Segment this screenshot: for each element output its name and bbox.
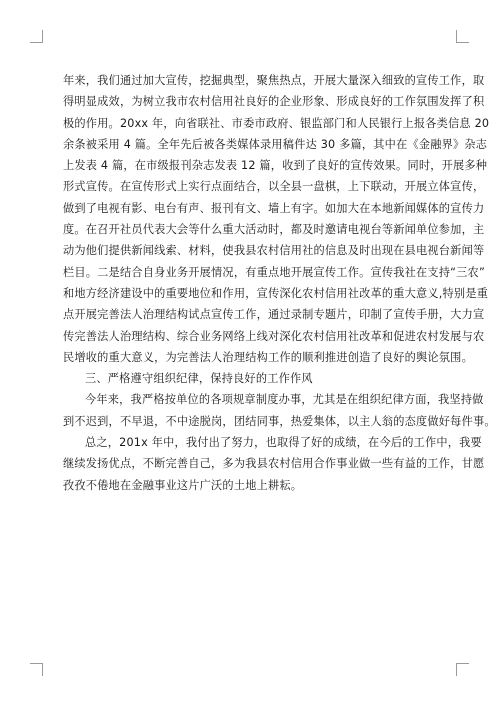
text-line: 栏目。二是结合自身业务开展情况，有重点地开展宣传工作。宣传我社在支持“三农” [63, 265, 485, 279]
text-line: 极的作用。20xx 年，向省联社、市委市政府、银监部门和人民银行上报各类信息 20 [63, 116, 490, 130]
text-line: 做到了电视有影、电台有声、报刊有文、墙上有字。如加大在本地新闻媒体的宣传力 [63, 201, 485, 215]
section-heading [63, 368, 443, 389]
text-line: 和地方经济建设中的重要地位和作用，宣传深化农村信用社改革的重大意义,特别是重 [63, 286, 489, 300]
text-line: 点开展完善法人治理结构试点宣传工作，通过录制专题片，印制了宣传手册，大力宣 [63, 308, 485, 322]
paragraph-discipline [63, 389, 496, 432]
crop-mark-top-left [30, 30, 43, 43]
crop-mark-top-right [456, 30, 469, 43]
text-line: 上发表 4 篇，在市级报刊杂志发表 12 篇，收到了良好的宣传效果。同时，开展多种 [63, 159, 488, 173]
document-body [63, 70, 496, 496]
text-line: 到不迟到，不早退，不中途脱岗，团结同事，热爱集体，以主人翁的态度做好每件事。 [63, 414, 496, 428]
text-line: 传完善法人治理结构、综合业务网络上线对深化农村信用社改革和促进农村发展与农 [63, 329, 485, 343]
paragraph-summary [63, 432, 485, 496]
text-line: 形式宣传。在宣传形式上实行点面结合，以全县一盘棋，上下联动，开展立体宣传， [63, 180, 485, 194]
heading-text: 三、严格遵守组织纪律，保持良好的工作作风 [85, 372, 313, 386]
text-line: 年来，我们通过加大宣传，挖掘典型，聚焦热点，开展大量深入细致的宣传工作，取 [63, 74, 485, 87]
text-line: 余条被采用 4 篇。全年先后被各类媒体录用稿件达 30 多篇，其中在《金融界》杂志 [63, 137, 488, 151]
crop-mark-bottom-right [456, 663, 469, 676]
text-line: 度。在召开社员代表大会等什么重大活动时，都及时邀请电视台等新闻单位参加，主 [63, 223, 485, 237]
text-line: 孜孜不倦地在金融事业这片广沃的土地上耕耘。 [63, 478, 303, 492]
text-line: 动为他们提供新闻线索、材料，使我县农村信用社的信息及时出现在县电视台新闻等 [63, 244, 485, 258]
text-line: 总之，201x 年中，我付出了努力，也取得了好的成绩，在今后的工作中，我要 [85, 436, 482, 450]
text-line: 继续发扬优点，不断完善自己，多为我县农村信用合作事业做一些有益的工作，甘愿 [63, 457, 485, 471]
text-line: 民增收的重大意义，为完善法人治理结构工作的顺利推进创造了良好的舆论氛围。 [63, 350, 473, 364]
text-line: 得明显成效，为树立我市农村信用社良好的企业形象、形成良好的工作氛围发挥了积 [63, 95, 485, 109]
crop-mark-bottom-left [30, 663, 43, 676]
paragraph-publicity-work [63, 70, 490, 368]
text-line: 今年来，我严格按单位的各项规章制度办事，尤其是在组织纪律方面，我坚持做 [85, 393, 484, 407]
